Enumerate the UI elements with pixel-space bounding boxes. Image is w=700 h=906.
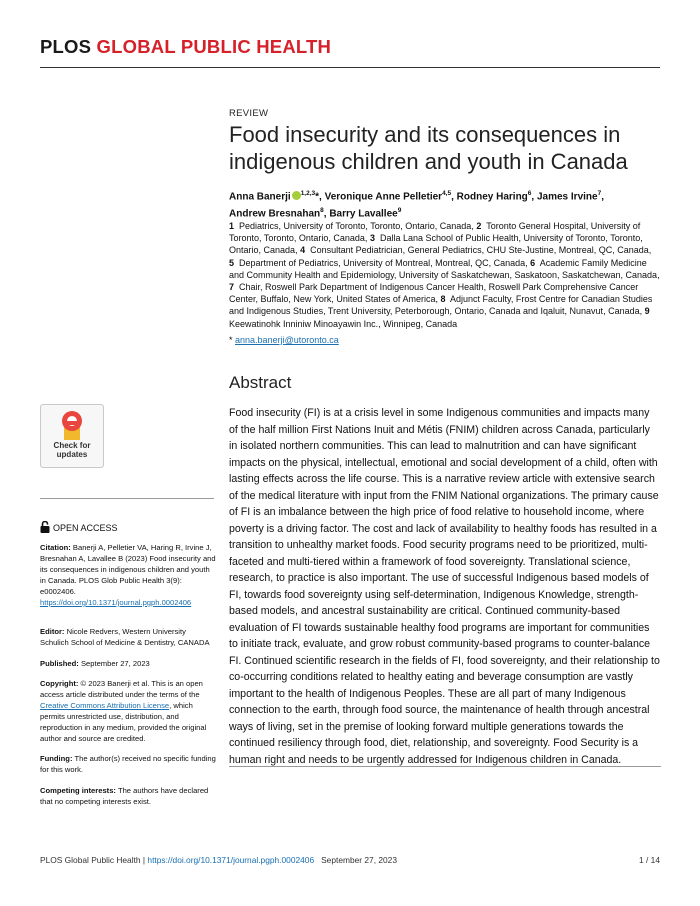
competing-interests-label: Competing interests: (40, 786, 116, 795)
affiliation-number: 9 (644, 306, 650, 317)
affiliation-text: Adjunct Faculty, Frost Centre for Canadian Studies and Indigenous Studies, Trent University, Peterborough, Ontario, Canada and Iqaluit, Nunavut, Canada, (229, 294, 653, 317)
author-name[interactable]: Barry Lavallee (329, 208, 398, 220)
check-updates-line1: Check for (53, 441, 91, 450)
editor-text: Nicole Redvers, Western University Schulich School of Medicine & Dentistry, CANADA (40, 627, 210, 647)
author-name[interactable]: James Irvine (536, 191, 598, 203)
citation-doi-link[interactable]: https://doi.org/10.1371/journal.pgph.0002406 (40, 598, 192, 607)
author-separator: , (323, 208, 330, 220)
license-link[interactable]: Creative Commons Attribution License (40, 701, 170, 710)
open-access-text: OPEN ACCESS (53, 523, 118, 533)
citation-block (40, 542, 216, 608)
author-list (229, 187, 661, 222)
abstract-text: Food insecurity (FI) is at a crisis level in some Indigenous communities and impacts many of the half million First Nations Inuit and Métis (FNIM) children across Canada, particularly in isolated northern communities. This can lead to malnutrition and can have significant impacts on the physical, intellectual, emotional and social development of a child, often with lasting effects across the life course. This is a narrative review article with extensive search of the medical literature with input from the FNIM National organizations. The primary cause of FI is an imbalance between the high price of food relative to household income, where poverty is a driving factor. The cost and lack of availability to healthy foods has resulted in a transition to unhealthy market foods. Food security programs need to be prioritized, multi-faceted and multi-tiered within a framework of food sovereignty. Translational science, research, to practice is also important. The use of successful Indigenous based models of FI, towards food sovereignty using self-determination, Indigenous Knowledge, strength-based models, and ancestral sustainability are critical. Continued community-based evaluation of FI towards sustainable healthy food programs are important for communities to initiate track, evaluate, and grow robust community-based programs to counter-balance FI. Continued scientific research in the fields of FI, food sovereignty, and their relationship to co-occurring conditions related to healthy eating and beverage consumption are vastly important to the health of Indigenous Peoples. These are all part of many Indigenous connection to the earth, through food source, the maintenance of health through ancestral ways of living, set in the premise of looking forward multiple generations towards the continued resiliency through food, diet, relationship, and sovereignty. Food Security is a human right and needs to be urgently addressed for Indigenous children in Canada. (229, 407, 660, 766)
footer-separator: | (140, 855, 148, 865)
author-separator: , (601, 191, 604, 203)
affiliation-number: 4 (300, 245, 306, 256)
copyright-block (40, 678, 216, 744)
author-affiliation-refs: 4,5 (442, 190, 452, 197)
author-separator: , (531, 191, 537, 203)
open-access-label (40, 521, 118, 533)
article-title: Food insecurity and its consequences in indigenous children and youth in Canada (229, 122, 628, 174)
abstract-divider (229, 766, 661, 767)
citation-label: Citation: (40, 543, 71, 552)
author-name[interactable]: Andrew Bresnahan (229, 208, 321, 220)
corresponding-email-link[interactable]: anna.banerji@utoronto.ca (235, 335, 339, 345)
copyright-text-cont: , which permits unrestricted use, distribution, and reproduction in any medium, provided the original author and source are credited. (40, 701, 207, 743)
competing-interests-block (40, 785, 216, 807)
check-updates-line2: updates (56, 450, 88, 459)
affiliation-number: 8 (440, 294, 446, 305)
competing-interests-text: The authors have declared that no competing interests exist. (40, 786, 209, 806)
author-name[interactable]: Veronique Anne Pelletier (324, 191, 443, 203)
author-name[interactable]: Rodney Haring (456, 191, 528, 203)
affiliation-number: 2 (476, 221, 482, 231)
affiliation-text: Pediatrics, University of Toronto, Toronto, Ontario, Canada, (239, 221, 474, 231)
footer-doi-link[interactable]: https://doi.org/10.1371/journal.pgph.0002406 (147, 855, 315, 865)
check-for-updates-icon (61, 410, 83, 440)
footer-journal: PLOS Global Public Health (40, 855, 141, 865)
published-block (40, 658, 216, 669)
author-separator: *, (315, 191, 325, 203)
affiliation-text: Toronto General Hospital, University of Toronto, Toronto, Ontario, Canada, (229, 221, 641, 244)
funding-text: The author(s) received no specific funding for this work. (40, 754, 216, 774)
journal-header (40, 36, 331, 58)
editor-label: Editor: (40, 627, 65, 636)
author-affiliation-refs: 6 (527, 190, 532, 197)
author-affiliation-refs: 1,2,3 (300, 190, 316, 197)
check-for-updates-label (41, 441, 103, 459)
affiliation-text: Dalla Lana School of Public Health, University of Toronto, Toronto, Ontario, Canada, (229, 233, 643, 256)
article-type: REVIEW (229, 108, 269, 119)
author-name[interactable]: Anna Banerji (229, 191, 291, 203)
published-label: Published: (40, 659, 79, 668)
affiliation-list (229, 220, 661, 330)
page-footer (40, 855, 660, 865)
sidebar-divider (40, 498, 214, 499)
check-for-updates-badge[interactable] (40, 404, 104, 468)
funding-block (40, 753, 216, 775)
author-affiliation-refs: 7 (597, 190, 602, 197)
author-affiliation-refs: 9 (397, 207, 402, 215)
affiliation-number: 5 (229, 257, 235, 268)
page-number: 1 / 14 (639, 855, 660, 865)
affiliation-number: 7 (229, 282, 235, 293)
open-lock-icon (40, 521, 50, 533)
published-date: September 27, 2023 (80, 659, 150, 668)
affiliation-number: 3 (369, 233, 375, 244)
journal-name: GLOBAL PUBLIC HEALTH (96, 36, 332, 57)
editor-block (40, 626, 216, 648)
header-divider (40, 67, 660, 68)
affiliation-number: 1 (229, 221, 235, 231)
orcid-icon[interactable] (292, 191, 301, 200)
citation-text: Banerji A, Pelletier VA, Haring R, Irvine J, Bresnahan A, Lavallee B (2023) Food insecurity and its consequences in indigenous children and youth in Canada. PLOS Glob Public Health 3(9): e0002406. (40, 543, 216, 596)
affiliation-text: Department of Pediatrics, University of Montreal, Montreal, QC, Canada, (239, 257, 528, 268)
affiliation-text: Keewatinohk Inniniw Minoayawin Inc., Winnipeg, Canada (229, 318, 458, 329)
copyright-label: Copyright: (40, 679, 79, 688)
author-affiliation-refs: 8 (320, 207, 324, 215)
author-separator: , (451, 191, 457, 203)
affiliation-text: Academic Family Medicine and Community Health and Epidemiology, University of Saskatchewan, Saskatoon, Saskatchewan, Canada, (229, 257, 660, 280)
footer-date: September 27, 2023 (321, 855, 397, 865)
journal-prefix: PLOS (40, 36, 92, 57)
affiliation-text: Chair, Roswell Park Department of Indigenous Cancer Health, Roswell Park Comprehensive Cancer Center, Buffalo, New York, United States of America, (229, 282, 639, 305)
affiliation-text: Consultant Pediatrician, General Pediatrics, CHU Ste-Justine, Montreal, QC, Canada, (310, 245, 652, 256)
affiliation-number: 6 (530, 257, 536, 268)
corresponding-marker: * (229, 335, 233, 345)
abstract-heading: Abstract (229, 373, 292, 392)
funding-label: Funding: (40, 754, 73, 763)
corresponding-author (229, 335, 661, 345)
copyright-text: © 2023 Banerji et al. This is an open access article distributed under the terms of the (40, 679, 203, 699)
